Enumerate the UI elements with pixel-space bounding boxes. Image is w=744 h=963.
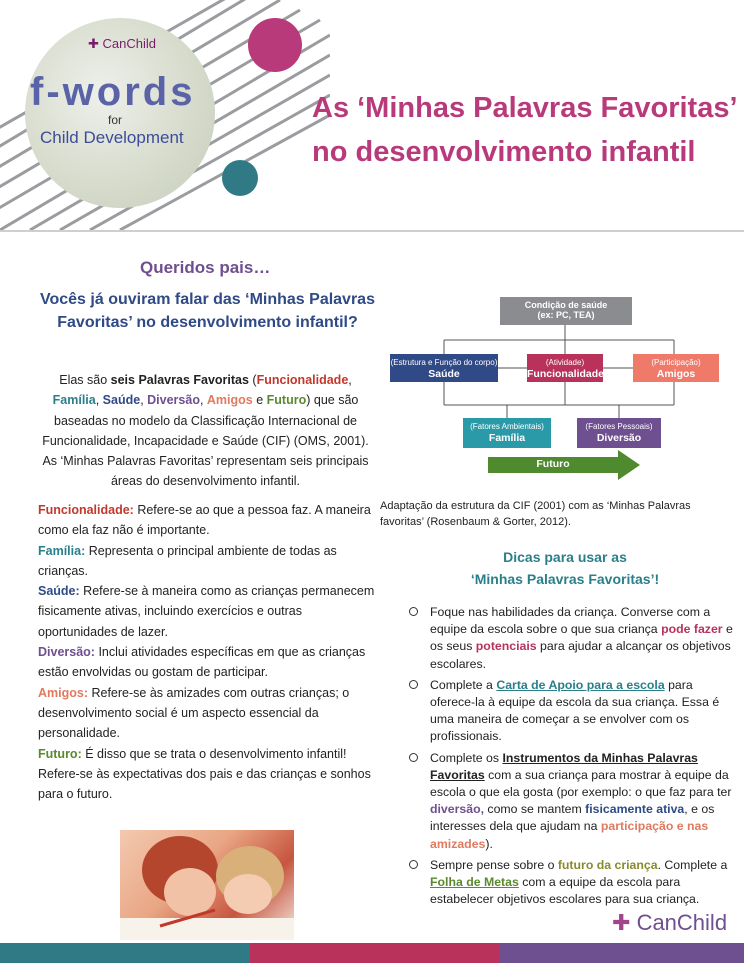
tips-heading-line1: Dicas para usar as [503,549,627,565]
footer-bar-pink [250,943,500,963]
tip-highlight: pode fazer [661,622,723,637]
intro-text: ( [248,373,257,387]
box-label: (ex: PC, TEA) [537,310,595,320]
box-condicao-saude [500,297,632,325]
fwords-logo-text: f-words [30,70,196,114]
tip-highlight: participação e nas amizades [430,819,709,851]
box-label: Condição de saúde [524,300,608,310]
tip-item [400,750,740,853]
tip-text: Complete a [430,677,497,692]
tip-text: com a sua criança para mostrar à equipe da escola o que ela gosta (por exemplo: o que faz para ter [430,767,732,800]
tip-text: para ajudar a alcançar os objetivos escolares. [430,639,731,671]
page-title-line1: As ‘Minhas Palavras Favoritas’ [312,92,738,124]
intro-text: Elas são [59,373,111,387]
definitions-list [38,500,376,804]
definition-label: Futuro: [38,746,82,761]
tip-text: Sempre pense sobre o [430,857,558,872]
definition-item [38,683,376,744]
word-familia: Família [52,393,96,408]
box-label: Diversão [596,432,642,444]
tip-highlight: potenciais [475,639,537,654]
intro-paragraph [38,370,373,492]
tip-highlight: diversão, [430,802,484,817]
word-saude: Saúde [102,393,141,408]
circle-bullet-icon [409,860,418,869]
tip-highlight: fisicamente ativa [585,802,685,817]
definition-text: Refere-se à maneira como as crianças permanecem fisicamente ativas, incluindo exercícios e outras oportunidades de lazer. [38,584,375,639]
greeting: Queridos pais… [140,258,271,277]
word-amigos: Amigos [206,393,253,408]
intro-sep: e [252,393,267,408]
definition-text: Refere-se ao que a pessoa faz. A maneira como ela faz não é importante. [38,503,371,538]
link-folha-de-metas[interactable]: Folha de Metas [430,875,519,890]
canchild-footer-text: CanChild [636,910,728,935]
intro-text: ) que são baseadas no modelo da Classificação Internacional de Funcionalidade, Incapacidade e Saúde (CIF) (OMS, 2001). As ‘Minhas Palavras Favoritas’ representam seis principais áreas do desenvolvimento infantil. [42,393,369,489]
intro-sep: , [199,393,207,408]
tip-text: para oferece-la à equipe da escola da sua criança. Essa é uma maneira de começar a se envolver com os profissionais. [430,677,720,744]
link-carta-de-apoio[interactable]: Carta de Apoio para a escola [496,677,665,692]
tip-text: Foque nas habilidades da criança. Converse com a equipe da escola sobre o que sua criança [430,605,711,637]
canchild-logo-text: CanChild [102,36,156,51]
definition-label: Funcionalidade: [38,503,134,517]
link-instrumentos[interactable]: Instrumentos da Minhas Palavras Favoritas [430,750,698,782]
decor-circle-pink [248,18,302,72]
tip-text: e os seus [430,622,733,654]
canchild-logo-small: ✚ CanChild [88,36,156,51]
definition-item [38,541,376,582]
box-label: Funcionalidade [527,368,605,380]
photo-illustration [120,830,294,940]
fwords-logo-for: for [108,113,123,127]
diagram-caption: Adaptação da estrutura da CIF (2001) com as ‘Minhas Palavras favoritas’ (Rosenbaum & Gorter, 2012). [380,500,691,528]
definition-text: É disso que se trata o desenvolvimento infantil! Refere-se às expectativas dos pais e das crianças e sonhos para o futuro. [38,746,371,802]
definition-label: Saúde: [38,584,80,599]
intro-bold: seis Palavras Favoritas [110,373,249,387]
box-label: Saúde [428,368,460,380]
child-drawing-photo [120,830,294,940]
tip-item [400,857,740,909]
box-saude [390,354,498,382]
word-funcionalidade: Funcionalidade [256,373,349,387]
tips-heading [400,546,730,590]
definition-label: Diversão: [38,645,95,660]
fwords-logo-subtitle: Child Development [40,128,184,147]
box-funcionalidade [527,354,603,382]
box-label: Família [488,432,526,444]
footer-bar-teal [0,943,250,963]
intro-sep: , [140,393,148,408]
intro-sep: , [95,393,103,408]
definition-label: Família: [38,543,86,558]
intro-sep: , [348,373,352,387]
intro-question: Vocês já ouviram falar das ‘Minhas Palavras Favoritas’ no desenvolvimento infantil? [40,291,375,331]
tip-text: , e os interesses dela que ajudam na [430,802,715,834]
circle-bullet-icon [409,753,418,762]
box-amigos [633,354,719,382]
tip-text: . Complete a [657,857,728,872]
tip-highlight: futuro da criança [557,857,658,872]
definition-text: Inclui atividades específicas em que as crianças estão envolvidas ou gostam de participar. [38,645,366,680]
box-familia [463,418,551,448]
canchild-footer-logo [612,910,727,936]
circle-bullet-icon [409,607,418,616]
box-sublabel: (Fatores Pessoais) [585,422,653,431]
word-futuro: Futuro [266,393,307,408]
canchild-figure-icon: ✚ [612,910,631,935]
page-title [312,86,742,174]
tips-list [400,604,740,912]
tip-text: ). [485,836,493,851]
box-sublabel: (Estrutura e Função do corpo) [390,358,498,367]
footer-bar-purple [500,943,744,963]
box-sublabel: (Fatores Ambientais) [470,422,544,431]
tip-text: Complete os [430,750,503,765]
tip-text: como se mantem [484,802,586,817]
definition-text: Representa o principal ambiente de todas as crianças. [38,543,337,578]
box-label: Amigos [656,368,696,380]
word-diversao: Diversão [147,393,200,408]
tip-item [400,677,740,746]
definition-item [38,744,376,805]
page-title-line2: no desenvolvimento infantil [312,136,696,168]
tip-text: com a equipe da escola para estabelecer objetivos escolares para sua criança. [430,875,700,907]
futuro-arrow [488,450,640,480]
tips-heading-line2: ‘Minhas Palavras Favoritas’! [470,571,660,587]
circle-bullet-icon [409,680,418,689]
definition-item [38,581,376,642]
box-sublabel: (Participação) [651,358,701,367]
definition-text: Refere-se às amizades com outras crianças; o desenvolvimento social é um aspecto essencial da personalidade. [38,685,350,741]
decor-circle-teal [222,160,258,196]
box-sublabel: (Atividade) [545,358,585,367]
definition-label: Amigos: [38,685,88,700]
box-diversao [577,418,661,448]
definition-item [38,500,376,541]
definition-item [38,642,376,683]
futuro-arrow-label: Futuro [536,458,570,470]
tip-item [400,604,740,673]
header-divider [0,230,744,232]
